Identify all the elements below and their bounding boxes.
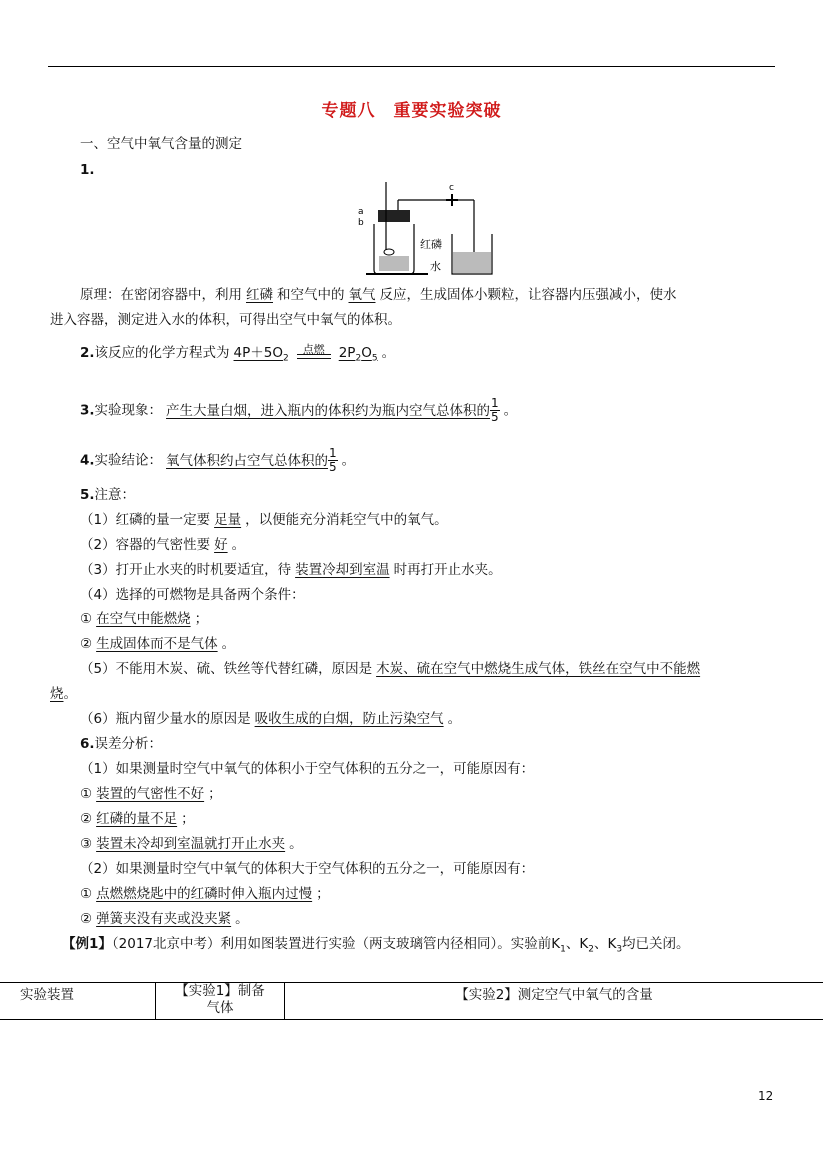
apparatus-diagram xyxy=(356,180,496,280)
label-a: a xyxy=(358,207,364,217)
question-3: 3.实验现象： 产生大量白烟，进入瓶内的体积约为瓶内空气总体积的 $\frac{1}{5}$ 。 xyxy=(80,396,518,424)
note-2: （2）容器的气密性要 好 。 xyxy=(80,537,246,553)
table-cell-apparatus: 实验装置 xyxy=(0,983,156,1020)
note-4: （4）选择的可燃物是具备两个条件： xyxy=(80,587,305,603)
error-1-reason-1: ① 装置的气密性不好 ； xyxy=(80,786,222,802)
table-cell-experiment-2: 【实验2】测定空气中氧气的含量 xyxy=(285,983,823,1020)
question-6: 6.误差分析： xyxy=(80,736,163,752)
fraction: $\frac{1}{5}$ xyxy=(329,446,337,474)
question-4: 4.实验结论： 氧气体积约占空气总体积的 $\frac{1}{5}$ 。 xyxy=(80,446,356,474)
page-title: 专题八 重要实验突破 xyxy=(321,101,502,121)
principle-line1: 原理：在密闭容器中，利用 红磷 和空气中的 氧气 反应，生成固体小颗粒，让容器内压强减小，使水 xyxy=(80,287,677,303)
label-c: c xyxy=(449,183,454,193)
question-5: 5.注意： xyxy=(80,487,136,503)
condition-2: ② 生成固体而不是气体 。 xyxy=(80,636,236,652)
reaction-condition: 点燃 xyxy=(297,345,331,362)
error-2-reason-2: ② 弹簧夹没有夹或没夹紧 。 xyxy=(80,911,249,927)
error-case-1: （1）如果测量时空气中氧气的体积小于空气体积的五分之一，可能原因有： xyxy=(80,761,535,777)
error-1-reason-3: ③ 装置未冷却到室温就打开止水夹 。 xyxy=(80,836,303,852)
label-water: 水 xyxy=(430,260,441,273)
label-b: b xyxy=(358,218,364,228)
condition-1: ① 在空气中能燃烧 ； xyxy=(80,611,209,627)
principle-line2: 进入容器，测定进入水的体积，可得出空气中氧气的体积。 xyxy=(50,312,401,328)
item-number: 1. xyxy=(80,162,95,178)
experiment-table xyxy=(0,982,823,1020)
error-1-reason-2: ② 红磷的量不足 ； xyxy=(80,811,195,827)
note-5: （5）不能用木炭、硫、铁丝等代替红磷，原因是 木炭、硫在空气中燃烧生成气体，铁丝在空气中不能燃 xyxy=(80,661,701,677)
note-6: （6）瓶内留少量水的原因是 吸收生成的白烟，防止污染空气 。 xyxy=(80,711,462,727)
note-5-cont: 烧。 xyxy=(50,686,77,702)
question-2: 2.该反应的化学方程式为 $4P+5O_2$ 点燃 $2P_2O_5$ 。 xyxy=(80,342,396,364)
table-cell-experiment-1: 【实验1】制备 气体 xyxy=(156,983,285,1020)
header-rule xyxy=(48,66,775,67)
error-case-2: （2）如果测量时空气中氧气的体积大于空气体积的五分之一，可能原因有： xyxy=(80,861,535,877)
fraction: $\frac{1}{5}$ xyxy=(491,396,499,424)
note-3: （3）打开止水夹的时机要适宜，待 装置冷却到室温 时再打开止水夹。 xyxy=(80,562,502,578)
page-number: 12 xyxy=(758,1089,774,1103)
section-heading: 一、空气中氧气含量的测定 xyxy=(80,136,242,152)
label-phosphorus: 红磷 xyxy=(420,238,442,251)
note-1: （1）红磷的量一定要 足量 ，以便能充分消耗空气中的氧气。 xyxy=(80,512,448,528)
example-1: 【例1】（2017北京中考）利用如图装置进行实验（两支玻璃管内径相同）。实验前$K_1$、$K_2$、$K_3$均已关闭。 xyxy=(62,936,690,955)
error-2-reason-1: ① 点燃燃烧匙中的红磷时伸入瓶内过慢 ； xyxy=(80,886,330,902)
